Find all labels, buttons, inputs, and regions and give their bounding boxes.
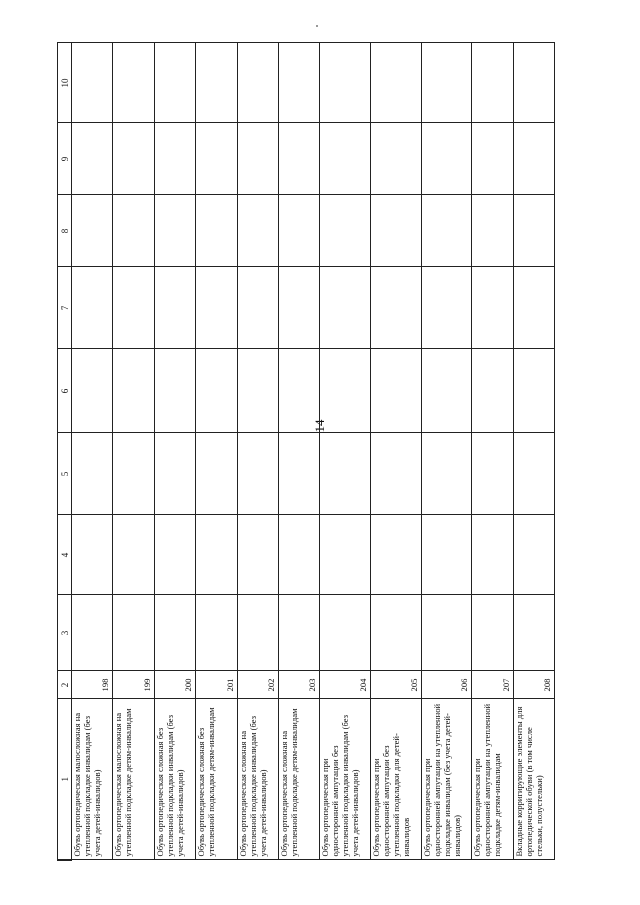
table-row — [513, 43, 554, 860]
empty-cell — [421, 349, 472, 433]
empty-cell — [421, 515, 472, 595]
empty-cell — [370, 349, 421, 433]
row-name-cell: Обувь ортопедическая малосложная на утепленной подкладке инвалидам (без учета детей-инвалидов) — [72, 699, 113, 860]
empty-cell — [278, 433, 319, 515]
empty-cell — [196, 595, 237, 671]
empty-cell — [320, 123, 371, 195]
empty-cell — [370, 515, 421, 595]
row-code-cell: 208 — [513, 671, 554, 699]
table-row — [320, 43, 371, 860]
table-row — [196, 43, 237, 860]
page-number: 14 — [312, 419, 327, 433]
column-header: 7 — [58, 267, 72, 349]
empty-cell — [237, 267, 278, 349]
empty-cell — [278, 515, 319, 595]
empty-cell — [237, 43, 278, 123]
empty-cell — [196, 43, 237, 123]
empty-cell — [472, 195, 513, 267]
empty-cell — [320, 595, 371, 671]
column-header: 8 — [58, 195, 72, 267]
empty-cell — [320, 349, 371, 433]
row-code-cell: 204 — [320, 671, 371, 699]
empty-cell — [472, 123, 513, 195]
empty-cell — [421, 123, 472, 195]
data-table — [57, 43, 555, 862]
column-header: 10 — [58, 43, 72, 123]
empty-cell — [421, 267, 472, 349]
empty-cell — [421, 195, 472, 267]
empty-cell — [370, 43, 421, 123]
empty-cell — [320, 433, 371, 515]
empty-cell — [370, 267, 421, 349]
empty-cell — [72, 433, 113, 515]
empty-cell — [72, 515, 113, 595]
empty-cell — [196, 433, 237, 515]
column-header: 9 — [58, 123, 72, 195]
empty-cell — [196, 267, 237, 349]
table-row — [72, 43, 113, 860]
empty-cell — [278, 43, 319, 123]
empty-cell — [421, 43, 472, 123]
empty-cell — [320, 43, 371, 123]
empty-cell — [237, 195, 278, 267]
empty-cell — [154, 123, 195, 195]
empty-cell — [237, 515, 278, 595]
table-row — [472, 43, 513, 860]
scan-speck — [316, 25, 318, 27]
empty-cell — [513, 195, 554, 267]
row-name-cell: Обувь ортопедическая сложная без утепленной подкладки инвалидам (без учета детей-инвалидов) — [154, 699, 195, 860]
row-name-cell: Обувь ортопедическая сложная на утепленной подкладке инвалидам (без учета детей-инвалидов) — [237, 699, 278, 860]
empty-cell — [278, 123, 319, 195]
empty-cell — [472, 43, 513, 123]
empty-cell — [513, 123, 554, 195]
empty-cell — [113, 123, 154, 195]
empty-cell — [154, 43, 195, 123]
column-header: 3 — [58, 595, 72, 671]
row-code-cell: 205 — [370, 671, 421, 699]
row-code-cell: 200 — [154, 671, 195, 699]
empty-cell — [72, 195, 113, 267]
column-header: 2 — [58, 671, 72, 699]
empty-cell — [72, 267, 113, 349]
empty-cell — [320, 195, 371, 267]
table-row — [113, 43, 154, 860]
empty-cell — [278, 595, 319, 671]
empty-cell — [154, 195, 195, 267]
empty-cell — [421, 595, 472, 671]
empty-cell — [370, 195, 421, 267]
empty-cell — [278, 267, 319, 349]
empty-cell — [196, 123, 237, 195]
empty-cell — [472, 595, 513, 671]
table-row — [421, 43, 472, 860]
row-name-cell: Обувь ортопедическая при односторонней ампутации на утепленной подкладке инвалидам (без учета детей-инвалидов) — [421, 699, 472, 860]
empty-cell — [513, 349, 554, 433]
empty-cell — [237, 349, 278, 433]
empty-cell — [154, 349, 195, 433]
empty-cell — [237, 123, 278, 195]
row-name-cell: Вкладные корригирующие элементы для ортопедической обуви (в том числе стельки, полустельки) — [513, 699, 554, 860]
empty-cell — [113, 349, 154, 433]
empty-cell — [513, 515, 554, 595]
row-code-cell: 202 — [237, 671, 278, 699]
empty-cell — [196, 515, 237, 595]
column-header: 4 — [58, 515, 72, 595]
empty-cell — [472, 515, 513, 595]
empty-cell — [72, 123, 113, 195]
row-name-cell: Обувь ортопедическая при односторонней ампутации на утепленной подкладке детям-инвалидам — [472, 699, 513, 860]
empty-cell — [196, 349, 237, 433]
row-code-cell: 207 — [472, 671, 513, 699]
empty-cell — [472, 433, 513, 515]
row-code-cell: 198 — [72, 671, 113, 699]
empty-cell — [472, 349, 513, 433]
row-name-cell: Обувь ортопедическая сложная без утепленной подкладки детям-инвалидам — [196, 699, 237, 860]
empty-cell — [278, 195, 319, 267]
empty-cell — [154, 515, 195, 595]
empty-cell — [113, 267, 154, 349]
empty-cell — [472, 267, 513, 349]
empty-cell — [278, 349, 319, 433]
table-body — [72, 43, 555, 860]
row-code-cell: 203 — [278, 671, 319, 699]
empty-cell — [72, 43, 113, 123]
data-table-container — [57, 44, 555, 861]
empty-cell — [237, 433, 278, 515]
empty-cell — [320, 515, 371, 595]
empty-cell — [513, 595, 554, 671]
row-name-cell: Обувь ортопедическая малосложная на утепленной подкладке детям-инвалидам — [113, 699, 154, 860]
empty-cell — [421, 433, 472, 515]
empty-cell — [320, 267, 371, 349]
empty-cell — [513, 433, 554, 515]
row-name-cell: Обувь ортопедическая при односторонней ампутации без утепленной подкладки для детей-инвалидов — [370, 699, 421, 860]
empty-cell — [113, 595, 154, 671]
empty-cell — [370, 433, 421, 515]
row-code-cell: 201 — [196, 671, 237, 699]
row-code-cell: 199 — [113, 671, 154, 699]
empty-cell — [113, 43, 154, 123]
row-name-cell: Обувь ортопедическая при односторонней ампутации без утепленной подкладки инвалидам (без учета детей-инвалидов) — [320, 699, 371, 860]
empty-cell — [196, 195, 237, 267]
empty-cell — [154, 595, 195, 671]
table-row — [154, 43, 195, 860]
column-header: 6 — [58, 349, 72, 433]
row-code-cell: 206 — [421, 671, 472, 699]
header-row — [58, 43, 72, 860]
empty-cell — [72, 349, 113, 433]
empty-cell — [513, 267, 554, 349]
empty-cell — [370, 595, 421, 671]
empty-cell — [113, 515, 154, 595]
empty-cell — [154, 267, 195, 349]
empty-cell — [113, 433, 154, 515]
table-row — [278, 43, 319, 860]
empty-cell — [113, 195, 154, 267]
row-name-cell: Обувь ортопедическая сложная на утепленной подкладке детям-инвалидам — [278, 699, 319, 860]
empty-cell — [154, 433, 195, 515]
table-row — [237, 43, 278, 860]
column-header: 5 — [58, 433, 72, 515]
empty-cell — [237, 595, 278, 671]
empty-cell — [72, 595, 113, 671]
empty-cell — [513, 43, 554, 123]
empty-cell — [370, 123, 421, 195]
column-header: 1 — [58, 699, 72, 860]
table-row — [370, 43, 421, 860]
